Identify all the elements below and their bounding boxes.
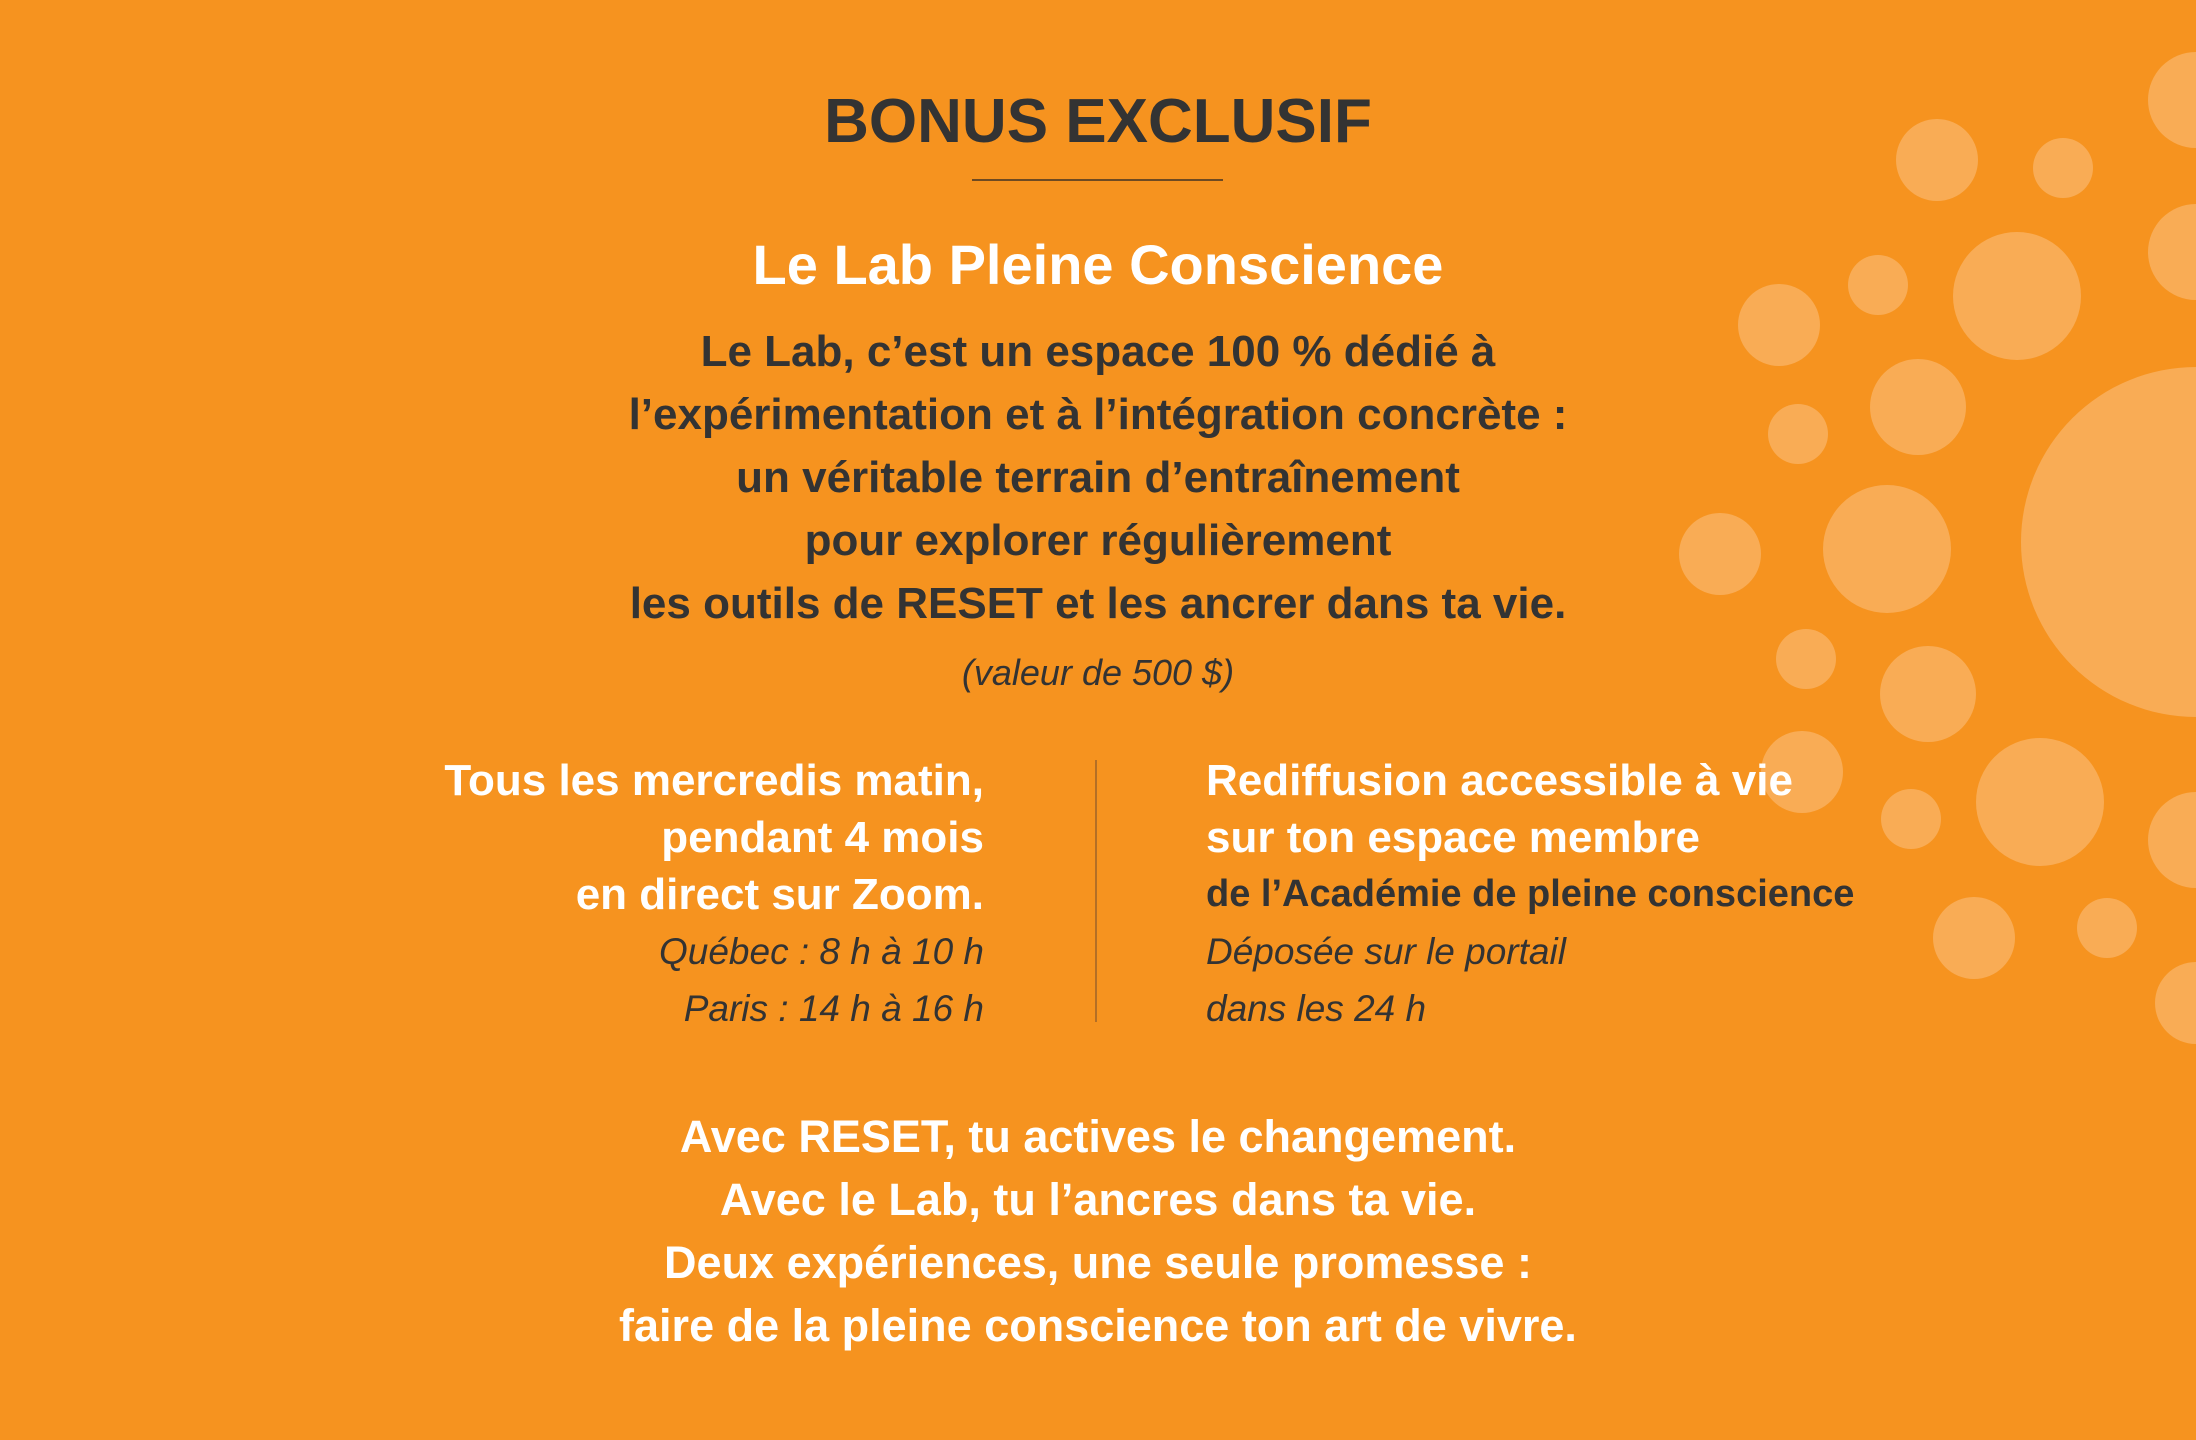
lab-description — [0, 320, 2196, 635]
lab-title: Le Lab Pleine Conscience — [752, 233, 1444, 296]
description-line: les outils de RESET et les ancrer dans ta vie. — [629, 579, 1567, 628]
closing-line: Avec le Lab, tu l’ancres dans ta vie. — [719, 1174, 1477, 1225]
schedule-time-paris: Paris : 14 h à 16 h — [683, 988, 984, 1029]
schedule-line: Tous les mercredis matin, — [444, 756, 984, 805]
schedule-time-quebec: Québec : 8 h à 10 h — [658, 931, 984, 972]
column-divider — [1095, 760, 1097, 1022]
schedule-line: en direct sur Zoom. — [575, 870, 984, 919]
description-line: un véritable terrain d’entraînement — [736, 453, 1460, 502]
replay-line: Rediffusion accessible à vie — [1206, 756, 1793, 805]
closing-line: Deux expériences, une seule promesse : — [664, 1237, 1532, 1288]
replay-academy: de l’Académie de pleine conscience — [1206, 873, 1855, 915]
closing-statement — [0, 1105, 2196, 1357]
replay-note: Déposée sur le portail — [1206, 931, 1566, 972]
replay-column — [1206, 752, 2106, 1037]
closing-line: faire de la pleine conscience ton art de vivre. — [619, 1300, 1577, 1351]
description-line: l’expérimentation et à l’intégration concrète : — [628, 390, 1568, 439]
dot — [2148, 792, 2196, 888]
schedule-line: pendant 4 mois — [661, 813, 984, 862]
description-line: pour explorer régulièrement — [804, 516, 1392, 565]
closing-line: Avec RESET, tu actives le changement. — [679, 1111, 1517, 1162]
replay-line: sur ton espace membre — [1206, 813, 1700, 862]
replay-note: dans les 24 h — [1206, 988, 1427, 1029]
dot — [2155, 962, 2196, 1044]
page-title: BONUS EXCLUSIF — [824, 87, 1372, 156]
title-underline — [972, 179, 1223, 181]
value-note: (valeur de 500 $) — [961, 652, 1235, 693]
schedule-column — [284, 752, 984, 1037]
description-line: Le Lab, c’est un espace 100 % dédié à — [700, 327, 1496, 376]
